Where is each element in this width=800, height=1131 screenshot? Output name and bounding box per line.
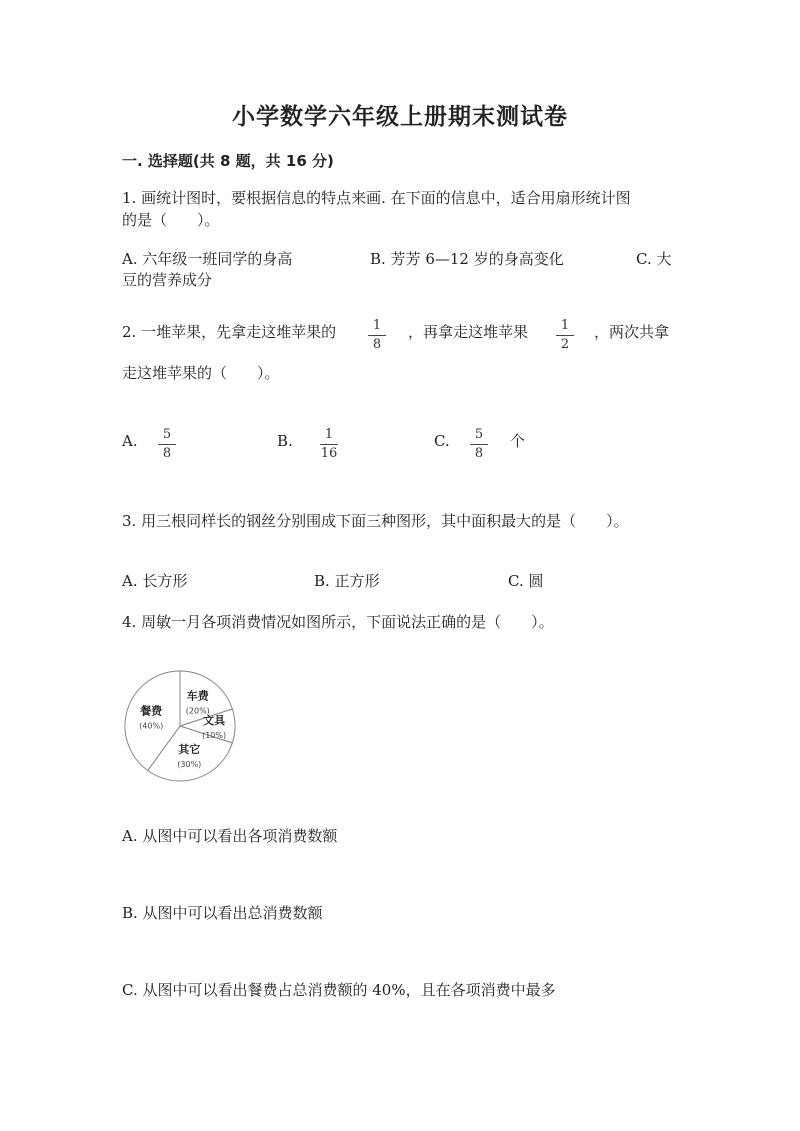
q4-stem: 4. 周敏一月各项消费情况如图所示，下面说法正确的是（ ）。 <box>122 613 554 631</box>
expense-pie-chart <box>120 670 244 786</box>
q1-option-c[interactable]: C. 大 <box>636 250 672 268</box>
q2-stem-part1: 2. 一堆苹果，先拿走这堆苹果的 <box>122 323 337 341</box>
q2-option-b-fraction <box>318 427 340 462</box>
q2-fraction-one-eighth <box>366 318 388 353</box>
q1-option-a[interactable]: A. 六年级一班同学的身高 <box>122 250 293 268</box>
section-heading: 一. 选择题(共 8 题，共 16 分) <box>122 152 334 170</box>
q3-stem: 3. 用三根同样长的钢丝分别围成下面三种图形，其中面积最大的是（ ）。 <box>122 512 629 530</box>
q2-stem-line2: 走这堆苹果的（ ）。 <box>122 364 280 382</box>
page-title: 小学数学六年级上册期末测试卷 <box>232 104 568 130</box>
fraction-numerator: 1 <box>324 427 334 442</box>
fraction-bar <box>556 335 574 336</box>
q3-option-b[interactable]: B. 正方形 <box>314 572 380 590</box>
q2-stem-part2: ，再拿走这堆苹果 <box>408 323 529 341</box>
q1-option-c-continued: 豆的营养成分 <box>122 271 213 289</box>
fraction-bar <box>470 444 488 445</box>
q2-option-a-fraction <box>156 427 178 462</box>
q4-option-b[interactable]: B. 从图中可以看出总消费数额 <box>122 904 323 922</box>
fraction-bar <box>320 444 338 445</box>
q2-option-c[interactable]: C. <box>434 432 450 450</box>
fraction-numerator: 5 <box>474 427 484 442</box>
q3-option-a[interactable]: A. 长方形 <box>122 572 188 590</box>
q4-option-a[interactable]: A. 从图中可以看出各项消费数额 <box>122 827 338 845</box>
fraction-numerator: 1 <box>560 318 570 333</box>
fraction-bar <box>158 444 176 445</box>
pie-percent-other: (30%) <box>177 759 202 769</box>
fraction-denominator: 8 <box>474 446 484 461</box>
fraction-denominator: 16 <box>320 446 338 461</box>
q2-option-c-fraction <box>468 427 490 462</box>
q2-fraction-one-half <box>554 318 576 353</box>
fraction-denominator: 2 <box>560 337 570 352</box>
q2-option-b[interactable]: B. <box>277 432 293 450</box>
pie-label-other: 其它 <box>178 742 201 756</box>
pie-percent-stationery: (10%) <box>202 731 227 740</box>
pie-percent-meal: (40%) <box>139 721 164 731</box>
pie-percent-fare: (20%) <box>185 706 210 716</box>
q4-option-c[interactable]: C. 从图中可以看出餐费占总消费额的 40%，且在各项消费中最多 <box>122 981 556 999</box>
pie-label-stationery: 文具 <box>203 714 226 727</box>
q1-stem-line1: 1. 画统计图时，要根据信息的特点来画. 在下面的信息中，适合用扇形统计图 <box>122 189 631 207</box>
q2-option-c-unit: 个 <box>510 432 526 450</box>
pie-label-meal: 餐费 <box>140 704 163 718</box>
q3-option-c[interactable]: C. 圆 <box>508 572 544 590</box>
fraction-numerator: 1 <box>372 318 382 333</box>
q1-option-b[interactable]: B. 芳芳 6—12 岁的身高变化 <box>370 250 564 268</box>
q1-stem-line2: 的是（ ）。 <box>122 211 220 229</box>
fraction-bar <box>368 335 386 336</box>
fraction-denominator: 8 <box>372 337 382 352</box>
fraction-denominator: 8 <box>162 446 172 461</box>
q2-stem-part3: ，两次共拿 <box>594 323 670 341</box>
pie-label-fare: 车费 <box>186 689 209 703</box>
fraction-numerator: 5 <box>162 427 172 442</box>
q2-option-a[interactable]: A. <box>122 432 138 450</box>
